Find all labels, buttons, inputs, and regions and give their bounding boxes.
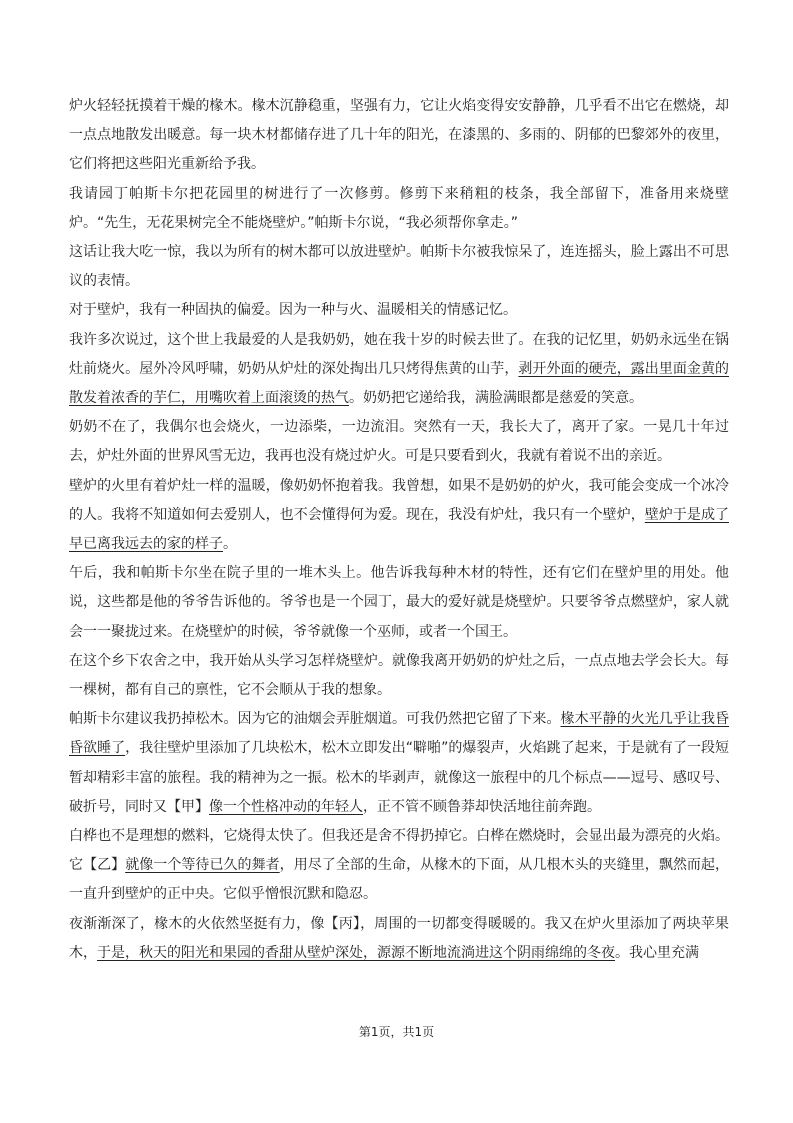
paragraph (69, 238, 729, 296)
text-segment: 白桦也不是理想的燃料，它烧得太快了。但我还是舍不得扔掉它。白桦在燃烧时，会显出最为漂亮的火焰。它【乙】 (69, 828, 729, 874)
underlined-phrase: 椽木平静的火光几乎让我昏昏欲睡了 (69, 711, 730, 757)
text-segment: 我请园丁帕斯卡尔把花园里的树进行了一次修剪。修剪下来稍粗的枝条，我全部留下，准备用来烧壁炉。“先生，无花果树完全不能烧壁炉。”帕斯卡尔说，“我必须帮你拿走。” (69, 185, 729, 231)
text-segment: ，我往壁炉里添加了几块松木，松木立即发出“噼啪”的爆裂声，火焰跳了起来，于是就有了一段短暂却精彩丰富的旅程。我的精神为之一振。松木的毕剥声，就像这一旅程中的几个标点——逗号、感叹号、破折号，同时又【甲】 (69, 740, 730, 815)
text-segment: 奶奶不在了，我偶尔也会烧火，一边添柴，一边流泪。突然有一天，我长大了，离开了家。一晃几十年过去，炉灶外面的世界风雪无边，我再也没有烧过炉火。可是只要看到火，我就有着说不出的亲近。 (69, 419, 729, 465)
text-segment: 。我心里充满 (615, 944, 699, 961)
paragraph (69, 180, 729, 238)
text-segment: 。 (223, 536, 237, 553)
text-segment: 这话让我大吃一惊，我以为所有的树木都可以放进壁炉。帕斯卡尔被我惊呆了，连连摇头，脸上露出不可思议的表情。 (69, 244, 729, 290)
underlined-phrase: 壁炉于是成了早已离我远去的家的样子 (69, 506, 729, 553)
paragraph (69, 910, 729, 968)
text-segment: ，正不管不顾鲁莽却快活地往前奔跑。 (363, 798, 601, 815)
paragraph (69, 647, 729, 705)
underlined-phrase: 剥开外面的硬壳，露出里面金黄的散发着浓香的芋仁，用嘴吹着上面滚烫的热气 (69, 360, 729, 407)
underlined-phrase: 像一个性格冲动的年轻人 (209, 798, 363, 815)
paragraph (69, 326, 729, 414)
text-segment: 午后，我和帕斯卡尔坐在院子里的一堆木头上。他告诉我每种木材的特性，还有它们在壁炉里的用处。他说，这些都是他的爷爷告诉他的。爷爷也是一个园丁，最大的爱好就是烧壁炉。只要爷爷点燃壁炉，家人就会一一聚拢过来。在烧壁炉的时候，爷爷就像一个巫师，或者一个国王。 (69, 565, 729, 640)
underlined-phrase: 于是，秋天的阳光和果园的香甜从壁炉深处，源源不断地流淌进这个阴雨绵绵的冬夜 (97, 944, 615, 961)
text-segment: ，用尽了全部的生命，从椽木的下面，从几根木头的夹缝里，飘然而起，一直升到壁炉的正中央。它似乎憎恨沉默和隐忍。 (69, 857, 730, 903)
text-segment: 帕斯卡尔建议我扔掉松木。因为它的油烟会弄脏烟道。可我仍然把它留了下来。 (69, 711, 561, 728)
paragraph (69, 472, 729, 560)
paragraph (69, 413, 729, 471)
paragraph (69, 559, 729, 647)
text-segment: 炉火轻轻抚摸着干燥的椽木。椽木沉静稳重，坚强有力，它让火焰变得安安静静，几乎看不出它在燃烧，却一点点地散发出暖意。每一块木材都储存进了几十年的阳光，在漆黑的、多雨的、阴郁的巴黎郊外的夜里，它们将把这些阳光重新给予我。 (69, 98, 729, 173)
paragraph (69, 296, 729, 325)
paragraph (69, 705, 729, 822)
text-segment: 在这个乡下农舍之中，我开始从头学习怎样烧壁炉。就像我离开奶奶的炉灶之后，一点点地去学会长大。每一棵树，都有自己的禀性，它不会顺从于我的想象。 (69, 652, 729, 699)
text-segment: 。奶奶把它递给我，满脸满眼都是慈爱的笑意。 (349, 390, 643, 407)
text-segment: 我许多次说过，这个世上我最爱的人是我奶奶，她在我十岁的时候去世了。在我的记忆里，奶奶永远坐在锅灶前烧火。屋外冷风呼啸，奶奶从炉灶的深处掏出几只烤得焦黄的山芋， (69, 331, 729, 377)
underlined-phrase: 就像一个等待已久的舞者 (125, 857, 280, 874)
text-segment: 夜渐渐深了，椽木的火依然坚挺有力，像【丙】，周围的一切都变得暖暖的。我又在炉火里添加了两块苹果木， (69, 915, 729, 961)
paragraph (69, 92, 729, 180)
page-footer: 第1页，共1页 (358, 1025, 435, 1039)
essay-body (69, 92, 729, 968)
paragraph (69, 822, 729, 910)
text-segment: 壁炉的火里有着炉灶一样的温暖，像奶奶怀抱着我。我曾想，如果不是奶奶的炉火，我可能会变成一个冰冷的人。我将不知道如何去爱别人，也不会懂得何为爱。现在，我没有炉灶，我只有一个壁炉， (69, 477, 729, 523)
text-segment: 对于壁炉，我有一种固执的偏爱。因为一种与火、温暖相关的情感记忆。 (69, 302, 517, 319)
